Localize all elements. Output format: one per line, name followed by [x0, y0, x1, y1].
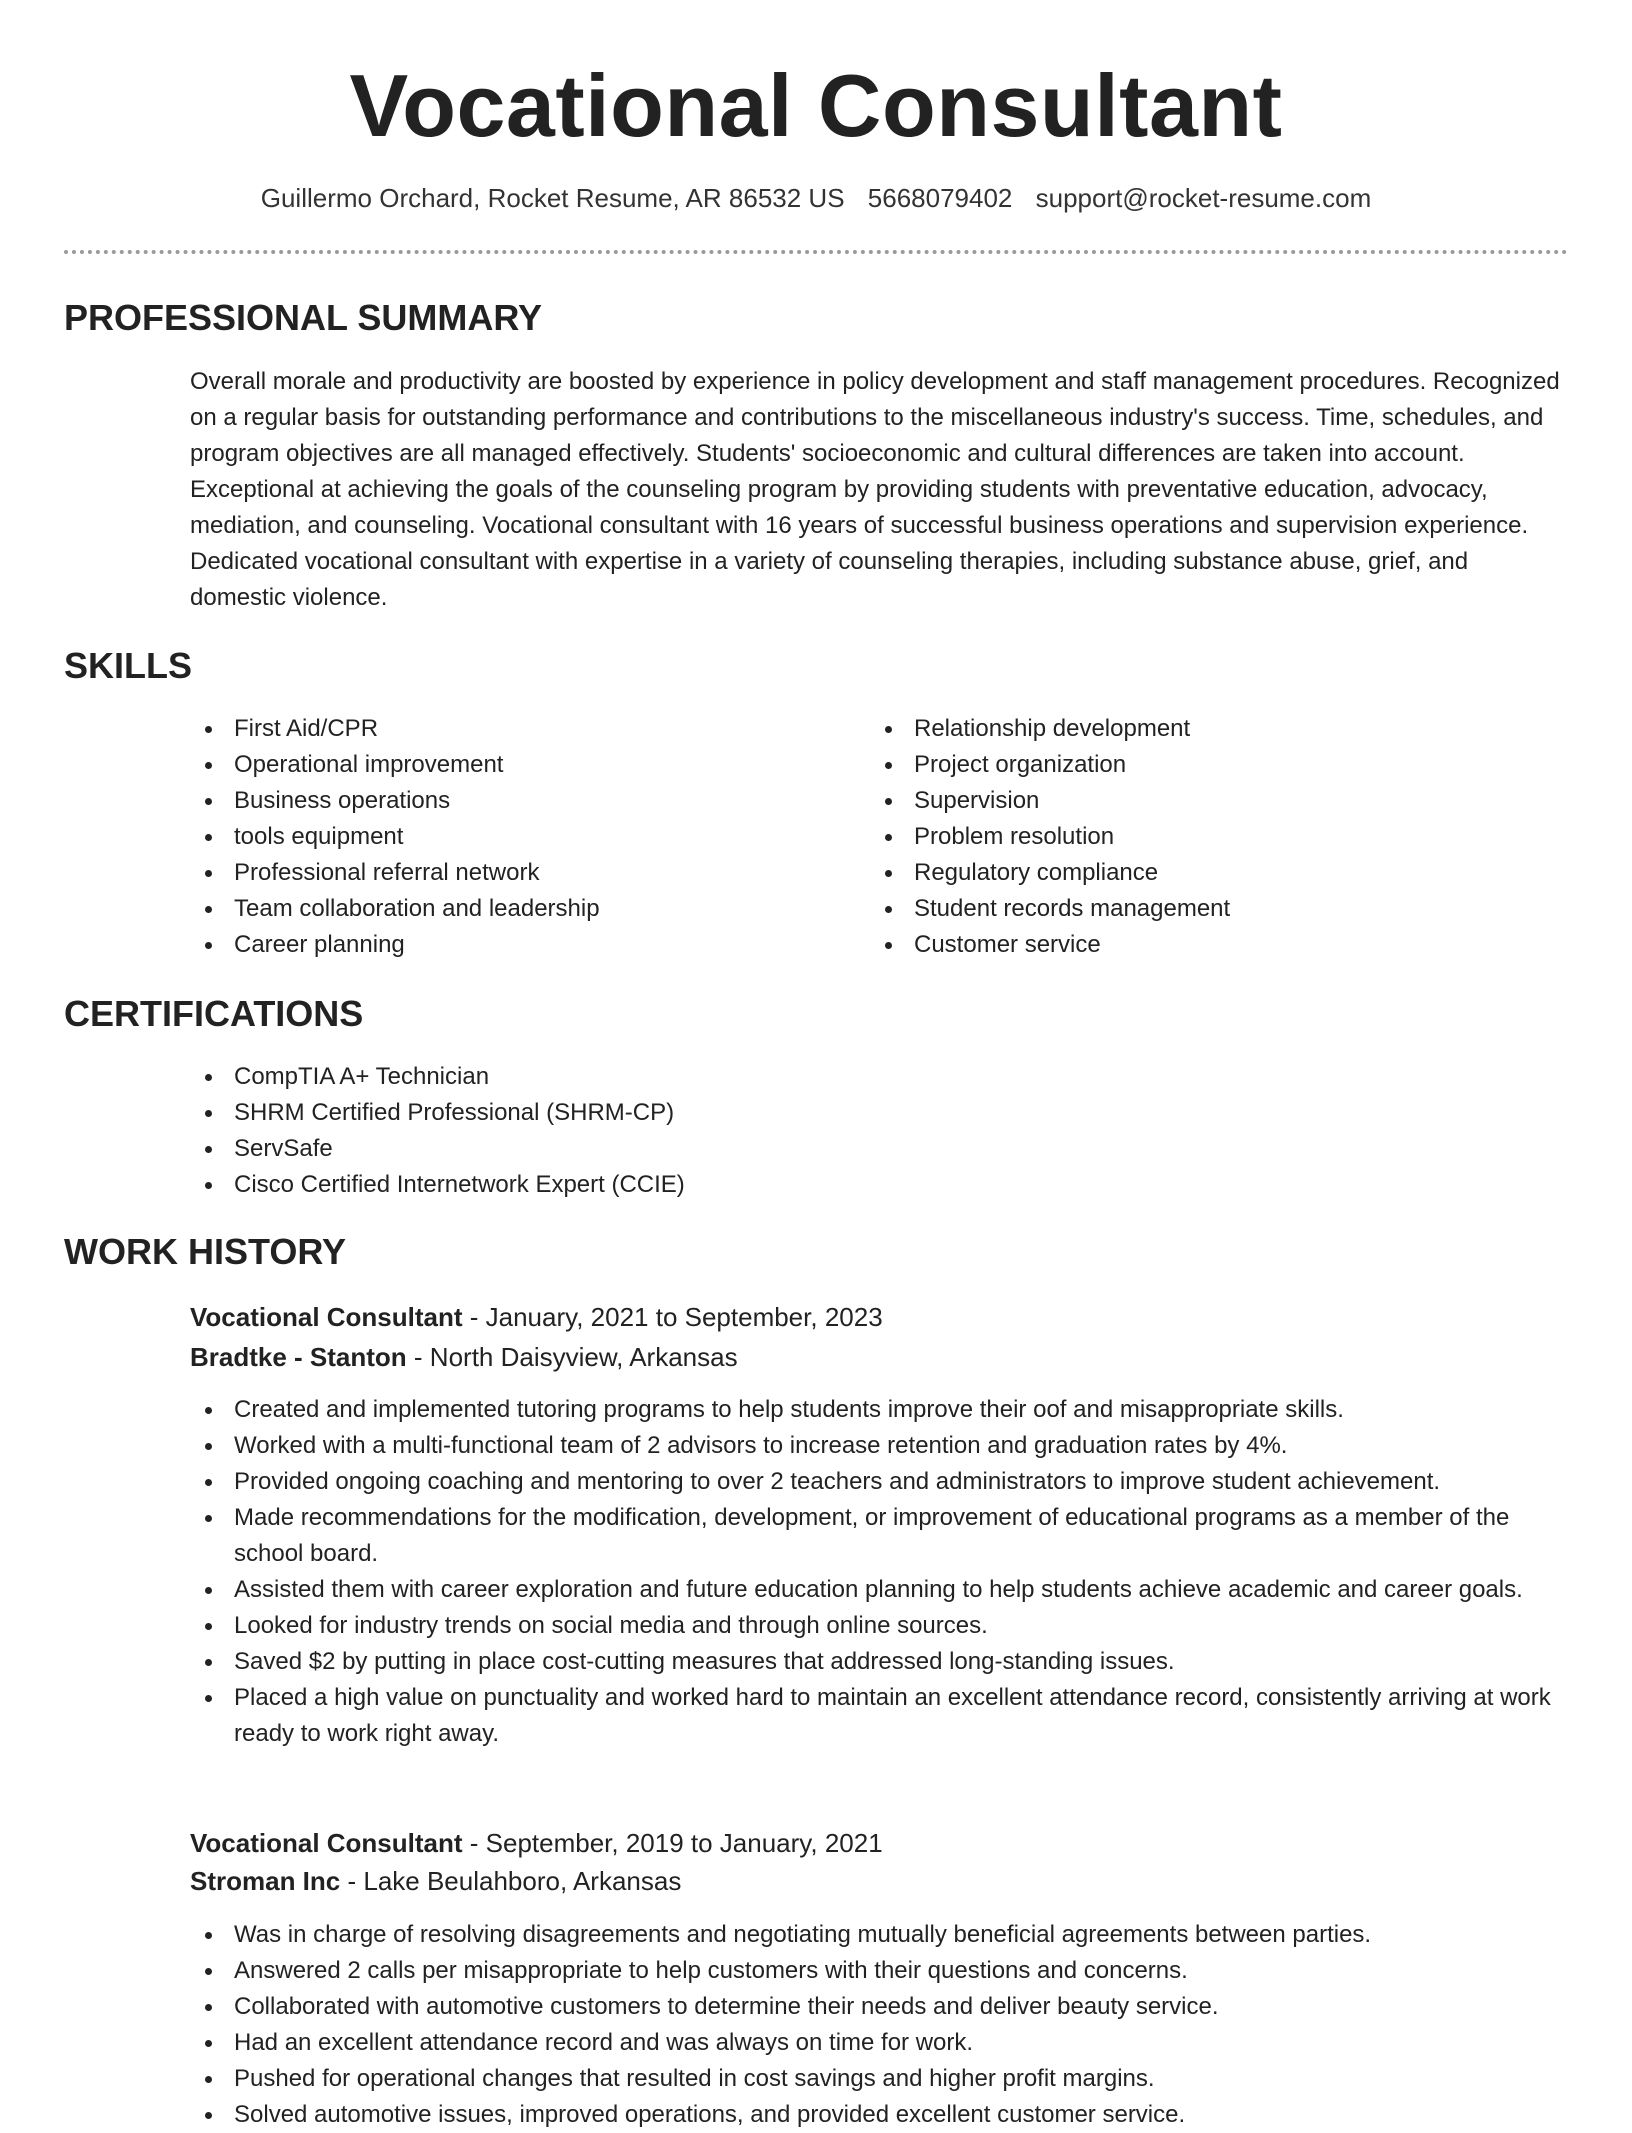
skill-item: Career planning: [190, 927, 830, 963]
skill-item: Operational improvement: [190, 747, 830, 783]
job-dates: - January, 2021 to September, 2023: [462, 1302, 883, 1332]
job-company-line: [190, 1338, 738, 1376]
contact-address: Guillermo Orchard, Rocket Resume, AR 86532 US: [260, 183, 845, 213]
certifications-list: [190, 1059, 1570, 1203]
job-bullet: Pushed for operational changes that resulted in cost savings and higher profit margins.: [190, 2061, 1570, 2097]
job-bullet: Saved $2 by putting in place cost-cutting measures that addressed long-standing issues.: [190, 1644, 1570, 1680]
job-company-line: [190, 1862, 681, 1900]
job-bullet: Collaborated with automotive customers to determine their needs and deliver beauty service.: [190, 1989, 1570, 2025]
resume-title: Vocational Consultant: [349, 56, 1283, 155]
job-bullets: [190, 1392, 1570, 1752]
job-bullet: Was in charge of resolving disagreements and negotiating mutually beneficial agreements between parties.: [190, 1917, 1570, 1953]
job-role: Vocational Consultant: [190, 1828, 463, 1858]
certification-item: CompTIA A+ Technician: [190, 1059, 1570, 1095]
contact-email: support@rocket-resume.com: [1035, 183, 1372, 213]
skill-item: Relationship development: [870, 711, 1550, 747]
job-bullet: Assisted them with career exploration and future education planning to help students achieve academic and career goals.: [190, 1572, 1570, 1608]
job-company: Stroman Inc: [190, 1866, 341, 1896]
skill-item: Supervision: [870, 783, 1550, 819]
job-bullet: Made recommendations for the modification, development, or improvement of educational programs as a member of the school board.: [190, 1500, 1570, 1572]
job-bullet: Solved automotive issues, improved operations, and provided excellent customer service.: [190, 2097, 1570, 2133]
header-divider: [64, 250, 1568, 254]
skill-item: Customer service: [870, 927, 1550, 963]
skills-list-right: [870, 711, 1550, 963]
skill-item: Professional referral network: [190, 855, 830, 891]
job-bullet: Provided ongoing coaching and mentoring to over 2 teachers and administrators to improve student achievement.: [190, 1464, 1570, 1500]
summary-text: Overall morale and productivity are boosted by experience in policy development and staff management procedures. Recognized on a regular basis for outstanding performance and contributions to the miscellaneous industry's success. Time, schedules, and program objectives are all managed effectively. Students' socioeconomic and cultural differences are taken into account. Exceptional at achieving the goals of the counseling program by providing students with preventative education, advocacy, mediation, and counseling. Vocational consultant with 16 years of successful business operations and supervision experience. Dedicated vocational consultant with expertise in a variety of counseling therapies, including substance abuse, grief, and domestic violence.: [190, 368, 1560, 611]
skill-item: Regulatory compliance: [870, 855, 1550, 891]
certifications-heading: CERTIFICATIONS: [64, 993, 364, 1034]
certification-item: ServSafe: [190, 1131, 1570, 1167]
skills-heading: SKILLS: [64, 645, 193, 686]
skills-list-left: [190, 711, 830, 963]
job-dates: - September, 2019 to January, 2021: [462, 1828, 883, 1858]
job-bullet: Answered 2 calls per misappropriate to help customers with their questions and concerns.: [190, 1953, 1570, 1989]
job-company: Bradtke - Stanton: [190, 1342, 407, 1372]
job-bullet: Had an excellent attendance record and was always on time for work.: [190, 2025, 1570, 2061]
job-bullet: Placed a high value on punctuality and worked hard to maintain an excellent attendance record, consistently arriving at work ready to work right away.: [190, 1680, 1570, 1752]
summary-heading: PROFESSIONAL SUMMARY: [64, 297, 543, 338]
job-title-line: [190, 1824, 883, 1862]
job-location: - Lake Beulahboro, Arkansas: [340, 1866, 682, 1896]
skill-item: tools equipment: [190, 819, 830, 855]
skill-item: Student records management: [870, 891, 1550, 927]
skill-item: Problem resolution: [870, 819, 1550, 855]
job-bullet: Created and implemented tutoring programs to help students improve their oof and misappropriate skills.: [190, 1392, 1570, 1428]
contact-line: [0, 180, 1632, 216]
job-location: - North Daisyview, Arkansas: [406, 1342, 738, 1372]
job-title-line: [190, 1298, 883, 1336]
work-history-heading: WORK HISTORY: [64, 1231, 347, 1272]
certification-item: Cisco Certified Internetwork Expert (CCIE): [190, 1167, 1570, 1203]
skill-item: Team collaboration and leadership: [190, 891, 830, 927]
job-bullet: Looked for industry trends on social media and through online sources.: [190, 1608, 1570, 1644]
certification-item: SHRM Certified Professional (SHRM-CP): [190, 1095, 1570, 1131]
skill-item: First Aid/CPR: [190, 711, 830, 747]
job-bullet: Worked with a multi-functional team of 2 advisors to increase retention and graduation rates by 4%.: [190, 1428, 1570, 1464]
contact-phone: 5668079402: [867, 183, 1013, 213]
skill-item: Project organization: [870, 747, 1550, 783]
job-bullets: [190, 1917, 1570, 2133]
skill-item: Business operations: [190, 783, 830, 819]
job-role: Vocational Consultant: [190, 1302, 463, 1332]
